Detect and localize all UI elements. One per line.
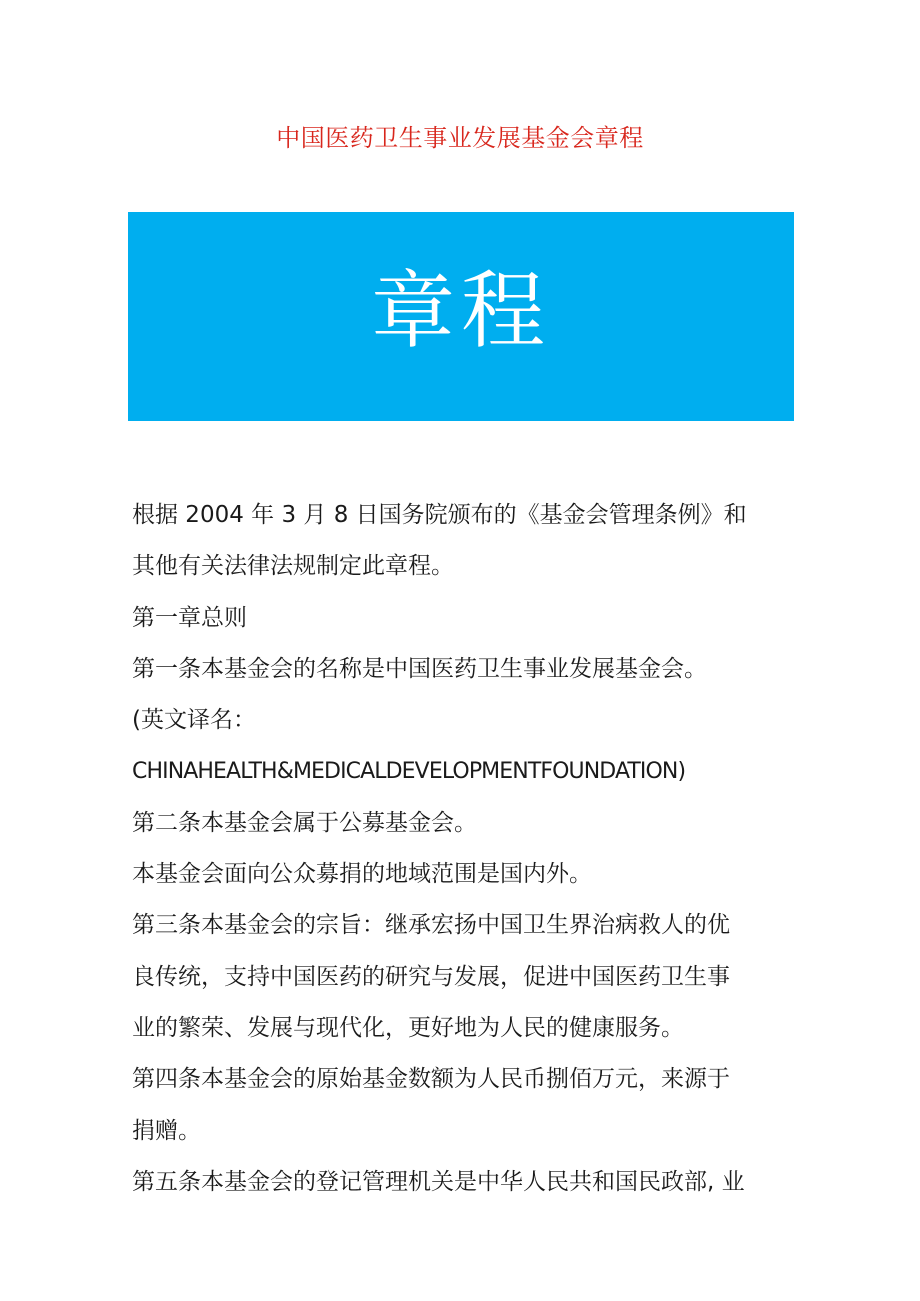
body-line: 根据 2004 年 3 月 8 日国务院颁布的《基金会管理条例》和 xyxy=(132,502,747,528)
body-line: 良传统，支持中国医药的研究与发展，促进中国医药卫生事 xyxy=(132,963,730,990)
body-line: 捐赠。 xyxy=(132,1117,201,1144)
body-line: 第一条本基金会的名称是中国医药卫生事业发展基金会。 xyxy=(132,655,707,682)
body-line: 本基金会面向公众募捐的地域范围是国内外。 xyxy=(132,861,592,888)
body-line: 第五条本基金会的登记管理机关是中华人民共和国民政部, 业 xyxy=(132,1168,745,1195)
banner-box xyxy=(128,212,794,421)
document-title: 中国医药卫生事业发展基金会章程 xyxy=(276,124,644,152)
body-line: 第二条本基金会属于公募基金会。 xyxy=(132,809,477,836)
body-line: 其他有关法律法规制定此章程。 xyxy=(132,553,454,580)
document-body xyxy=(132,490,792,1208)
body-line: (英文译名： xyxy=(132,707,256,734)
chapter-heading: 第一章总则 xyxy=(132,604,247,631)
banner-title: 章程 xyxy=(370,261,551,360)
body-line: 第三条本基金会的宗旨：继承宏扬中国卫生界治病救人的优 xyxy=(132,912,730,939)
english-name-line: CHINAHEALTH&MEDICALDEVELOPMENTFOUNDATION) xyxy=(132,759,686,785)
body-line: 业的繁荣、发展与现代化，更好地为人民的健康服务。 xyxy=(132,1014,684,1041)
body-line: 第四条本基金会的原始基金数额为人民币捌佰万元，来源于 xyxy=(132,1066,730,1093)
